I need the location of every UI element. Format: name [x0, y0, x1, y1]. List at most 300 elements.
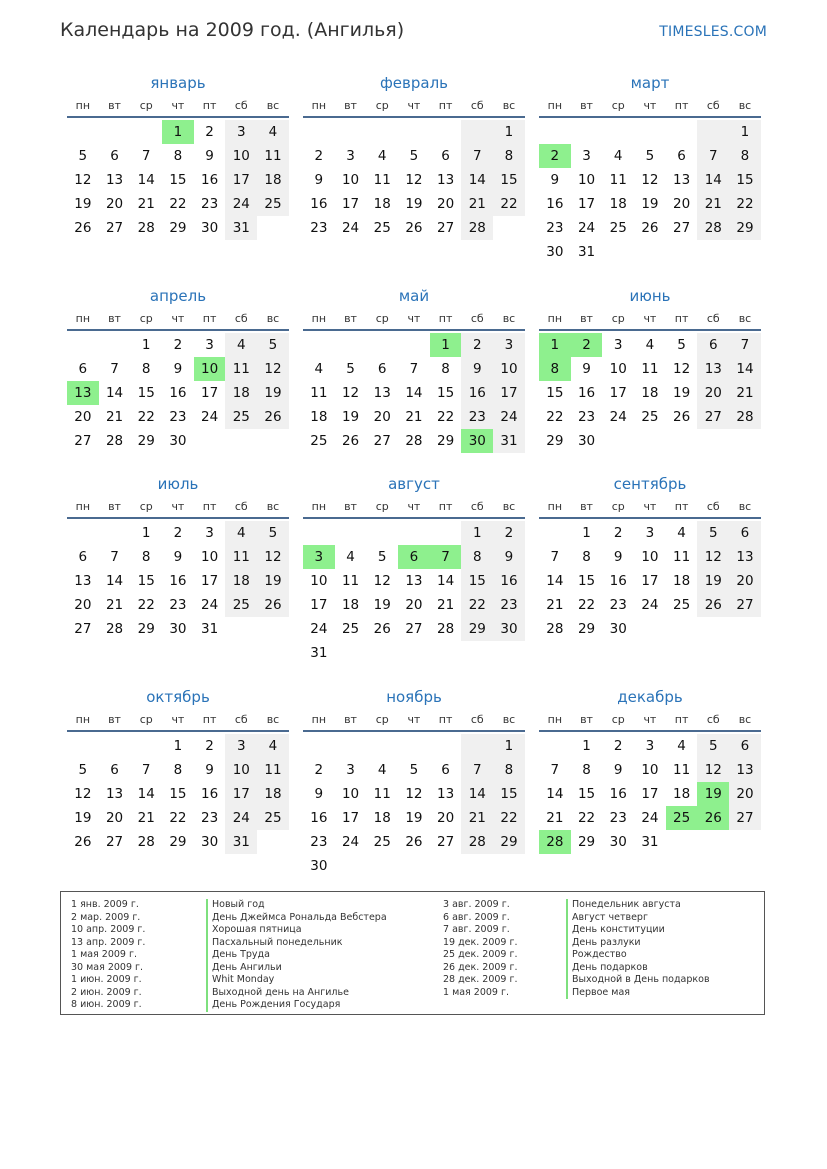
week-row	[303, 545, 525, 569]
day-cell: 23	[169, 409, 187, 425]
day-cell: 6	[110, 148, 119, 164]
day-cell: 25	[225, 405, 257, 429]
day-cell: 11	[641, 361, 659, 377]
day-cell: 20	[437, 810, 455, 826]
week-row	[67, 405, 289, 429]
day-cell: 9	[550, 172, 560, 188]
day-cell: 29	[577, 834, 596, 850]
day-cell: 16	[546, 196, 564, 212]
day-cell: 30	[493, 617, 525, 641]
empty-cell	[257, 617, 289, 641]
day-cell: 5	[257, 521, 289, 545]
week-row	[539, 333, 761, 357]
week-row	[303, 429, 525, 453]
week-row	[67, 617, 289, 641]
day-cell: 18	[373, 810, 391, 826]
day-cell: 16	[310, 810, 328, 826]
day-cell: 3	[645, 738, 655, 754]
day-cell: 2	[613, 738, 623, 754]
day-cell: 12	[697, 758, 729, 782]
empty-cell	[303, 333, 335, 357]
day-cell: 14	[697, 168, 729, 192]
weekday-label: сб	[234, 713, 248, 726]
weekday-label: пт	[438, 99, 453, 112]
day-cell: 21	[546, 810, 564, 826]
empty-cell	[99, 521, 131, 545]
day-cell: 25	[641, 409, 659, 425]
weekday-label: пн	[311, 99, 327, 112]
day-cell: 24	[341, 220, 360, 236]
week-row	[303, 168, 525, 192]
day-cell: 21	[105, 409, 124, 425]
day-cell: 13	[74, 573, 92, 589]
holiday-date: 13 апр. 2009 г.	[71, 936, 146, 948]
weekday-label: пн	[311, 713, 327, 726]
day-cell: 4	[346, 549, 355, 565]
month-name: ноябрь	[386, 688, 442, 706]
day-cell: 28	[729, 405, 761, 429]
day-cell: 6	[78, 361, 88, 377]
day-cell: 1	[141, 337, 151, 353]
week-row	[303, 381, 525, 405]
day-cell: 13	[105, 172, 124, 188]
day-cell: 10	[225, 758, 257, 782]
day-cell: 18	[257, 782, 289, 806]
week-row	[67, 782, 289, 806]
day-cell: 12	[74, 172, 92, 188]
empty-cell	[666, 240, 698, 264]
week-row	[539, 545, 761, 569]
day-cell: 8	[582, 762, 591, 778]
empty-cell	[461, 641, 493, 665]
week-row	[539, 521, 761, 545]
day-cell: 13	[437, 172, 455, 188]
week-row	[539, 806, 761, 830]
day-cell: 20	[729, 569, 761, 593]
day-cell: 24	[341, 834, 360, 850]
empty-cell	[257, 429, 289, 453]
empty-cell	[225, 429, 257, 453]
month-name: октябрь	[146, 688, 210, 706]
day-cell: 4	[314, 361, 324, 377]
holiday-name: Понедельник августа	[566, 899, 710, 912]
empty-cell	[461, 854, 493, 878]
empty-cell	[461, 734, 493, 758]
weekday-label: ср	[611, 99, 625, 112]
weekday-label: ср	[375, 99, 389, 112]
weekday-label: пн	[547, 99, 563, 112]
day-cell: 18	[310, 409, 328, 425]
day-cell: 18	[373, 196, 391, 212]
day-cell: 9	[493, 545, 525, 569]
weekday-label: чт	[643, 500, 657, 513]
empty-cell	[430, 120, 462, 144]
day-cell: 29	[493, 830, 525, 854]
week-row	[303, 734, 525, 758]
day-cell: 2	[314, 762, 324, 778]
day-cell: 22	[137, 409, 155, 425]
holiday-day-cell: 2	[571, 333, 603, 357]
day-cell: 27	[105, 834, 124, 850]
day-cell: 5	[78, 762, 88, 778]
day-cell: 2	[613, 525, 623, 541]
empty-cell	[398, 120, 430, 144]
holiday-name: Выходной в День подарков	[566, 974, 710, 987]
empty-cell	[729, 240, 761, 264]
day-cell: 25	[373, 834, 391, 850]
week-row	[539, 144, 761, 168]
empty-cell	[335, 734, 367, 758]
weekday-label: вт	[344, 99, 357, 112]
week-row	[539, 429, 761, 453]
month-name: август	[388, 475, 440, 493]
day-cell: 10	[577, 172, 596, 188]
day-cell: 9	[613, 549, 623, 565]
week-row	[539, 357, 761, 381]
weekday-label: пт	[674, 500, 689, 513]
day-cell: 7	[141, 762, 151, 778]
day-cell: 23	[310, 834, 328, 850]
day-cell: 18	[225, 569, 257, 593]
week-row	[67, 830, 289, 854]
day-cell: 3	[582, 148, 591, 164]
empty-cell	[697, 240, 729, 264]
day-cell: 25	[310, 433, 328, 449]
empty-cell	[634, 429, 666, 453]
day-cell: 22	[169, 810, 187, 826]
day-cell: 13	[673, 172, 691, 188]
day-cell: 28	[105, 621, 124, 637]
holiday-day-cell: 19	[697, 782, 729, 806]
empty-cell	[335, 641, 367, 665]
day-cell: 26	[405, 220, 423, 236]
day-cell: 8	[173, 148, 183, 164]
holiday-name: День Труда	[206, 949, 387, 962]
weekday-label: пт	[438, 713, 453, 726]
day-cell: 21	[461, 192, 493, 216]
empty-cell	[398, 333, 430, 357]
day-cell: 14	[461, 782, 493, 806]
week-row	[303, 593, 525, 617]
day-cell: 21	[137, 810, 155, 826]
day-cell: 20	[74, 597, 92, 613]
day-cell: 8	[729, 144, 761, 168]
empty-cell	[99, 120, 131, 144]
weekday-label: чт	[407, 713, 421, 726]
holiday-date: 26 дек. 2009 г.	[443, 961, 518, 973]
empty-cell	[366, 854, 398, 878]
day-cell: 8	[493, 144, 525, 168]
weekday-label: чт	[643, 99, 657, 112]
empty-cell	[130, 734, 162, 758]
day-cell: 13	[437, 786, 455, 802]
day-cell: 14	[437, 573, 455, 589]
weekday-label: ср	[375, 312, 389, 325]
holiday-date: 6 авг. 2009 г.	[443, 911, 510, 923]
day-cell: 14	[105, 573, 124, 589]
day-cell: 25	[341, 621, 360, 637]
day-cell: 1	[729, 120, 761, 144]
day-cell: 11	[609, 172, 627, 188]
day-cell: 28	[461, 216, 493, 240]
day-cell: 6	[677, 148, 686, 164]
day-cell: 1	[173, 738, 183, 754]
weekday-header	[303, 708, 525, 732]
day-cell: 6	[441, 148, 450, 164]
day-cell: 7	[409, 361, 419, 377]
empty-cell	[99, 333, 131, 357]
weekday-label: пн	[547, 500, 563, 513]
day-cell: 16	[310, 196, 328, 212]
weekday-label: сб	[234, 312, 248, 325]
day-cell: 9	[205, 762, 214, 778]
weekday-label: ср	[611, 500, 625, 513]
empty-cell	[430, 854, 462, 878]
empty-cell	[634, 240, 666, 264]
day-cell: 16	[577, 385, 596, 401]
day-cell: 19	[257, 381, 289, 405]
day-cell: 31	[225, 830, 257, 854]
day-cell: 27	[437, 834, 455, 850]
day-cell: 21	[137, 196, 155, 212]
day-cell: 22	[493, 192, 525, 216]
day-cell: 3	[346, 148, 355, 164]
day-cell: 1	[461, 521, 493, 545]
day-cell: 14	[461, 168, 493, 192]
empty-cell	[67, 333, 99, 357]
page-title: Календарь на 2009 год. (Ангилья)	[60, 19, 405, 41]
day-cell: 20	[673, 196, 691, 212]
day-cell: 6	[78, 549, 88, 565]
weekday-label: сб	[706, 99, 720, 112]
day-cell: 1	[582, 525, 591, 541]
day-cell: 26	[257, 593, 289, 617]
day-cell: 11	[257, 758, 289, 782]
weekday-label: вт	[580, 500, 593, 513]
empty-cell	[366, 521, 398, 545]
day-cell: 19	[257, 569, 289, 593]
empty-cell	[461, 120, 493, 144]
day-cell: 5	[346, 361, 355, 377]
day-cell: 15	[461, 569, 493, 593]
day-cell: 20	[105, 810, 124, 826]
holiday-day-cell: 10	[194, 357, 226, 381]
day-cell: 28	[137, 834, 155, 850]
day-cell: 16	[169, 385, 187, 401]
week-row	[539, 168, 761, 192]
day-cell: 18	[609, 196, 627, 212]
day-cell: 23	[201, 810, 219, 826]
holiday-date: 7 авг. 2009 г.	[443, 924, 510, 935]
week-row	[539, 593, 761, 617]
day-cell: 6	[110, 762, 119, 778]
holiday-names-left	[206, 899, 387, 1012]
day-cell: 10	[225, 144, 257, 168]
day-cell: 16	[169, 573, 187, 589]
day-cell: 30	[577, 433, 596, 449]
empty-cell	[335, 854, 367, 878]
day-cell: 14	[546, 786, 564, 802]
holiday-day-cell: 7	[430, 545, 462, 569]
day-cell: 8	[173, 762, 183, 778]
day-cell: 4	[677, 525, 686, 541]
day-cell: 7	[550, 549, 560, 565]
day-cell: 22	[577, 810, 596, 826]
weekday-label: пн	[311, 312, 327, 325]
holiday-name: Первое мая	[566, 987, 710, 1000]
empty-cell	[602, 240, 634, 264]
weekday-label: сб	[706, 713, 720, 726]
week-row	[67, 593, 289, 617]
day-cell: 19	[74, 196, 92, 212]
day-cell: 25	[609, 220, 627, 236]
day-cell: 31	[641, 834, 659, 850]
holiday-name: День конституции	[566, 924, 710, 937]
holiday-dates-left	[71, 899, 145, 1012]
day-cell: 28	[697, 216, 729, 240]
weekday-label: сб	[470, 713, 484, 726]
day-cell: 23	[577, 409, 596, 425]
weekday-label: вс	[266, 500, 280, 513]
day-cell: 14	[405, 385, 423, 401]
day-cell: 6	[377, 361, 387, 377]
day-cell: 27	[405, 621, 423, 637]
day-cell: 19	[341, 409, 360, 425]
day-cell: 2	[173, 337, 183, 353]
empty-cell	[666, 429, 698, 453]
week-row	[303, 806, 525, 830]
day-cell: 23	[201, 196, 219, 212]
day-cell: 13	[729, 758, 761, 782]
empty-cell	[666, 830, 698, 854]
day-cell: 21	[437, 597, 455, 613]
day-cell: 8	[461, 545, 493, 569]
month-4	[67, 285, 289, 453]
holiday-day-cell: 6	[398, 545, 430, 569]
day-cell: 11	[673, 549, 691, 565]
day-cell: 29	[729, 216, 761, 240]
weekday-label: вт	[344, 312, 357, 325]
weekday-label: пт	[438, 312, 453, 325]
day-cell: 10	[201, 549, 219, 565]
empty-cell	[493, 854, 525, 878]
day-cell: 29	[137, 621, 155, 637]
day-cell: 13	[373, 385, 391, 401]
day-cell: 4	[613, 148, 623, 164]
day-cell: 18	[225, 381, 257, 405]
empty-cell	[366, 120, 398, 144]
day-cell: 3	[225, 734, 257, 758]
holiday-name: Whit Monday	[206, 974, 387, 987]
empty-cell	[67, 521, 99, 545]
day-cell: 15	[493, 168, 525, 192]
empty-cell	[634, 617, 666, 641]
week-row	[539, 734, 761, 758]
day-cell: 20	[74, 409, 92, 425]
day-cell: 12	[641, 172, 659, 188]
weekday-label: чт	[171, 713, 185, 726]
weekday-header	[303, 94, 525, 118]
weekday-label: пт	[202, 500, 217, 513]
week-row	[67, 192, 289, 216]
holiday-day-cell: 25	[666, 806, 698, 830]
holiday-name: День Джеймса Рональда Вебстера	[206, 912, 387, 925]
weekday-header	[539, 495, 761, 519]
empty-cell	[493, 216, 525, 240]
weekday-label: ср	[139, 713, 153, 726]
week-row	[303, 192, 525, 216]
week-row	[303, 120, 525, 144]
day-cell: 2	[314, 148, 324, 164]
day-cell: 21	[729, 381, 761, 405]
holiday-day-cell: 13	[67, 381, 99, 405]
weekday-label: пн	[75, 99, 91, 112]
holiday-date: 1 янв. 2009 г.	[71, 899, 139, 910]
site-link[interactable]: TIMESLES.COM	[659, 24, 767, 40]
day-cell: 29	[137, 433, 155, 449]
weekday-label: вс	[502, 713, 516, 726]
month-5	[303, 285, 525, 453]
holiday-name: День разлуки	[566, 937, 710, 950]
weekday-header	[67, 708, 289, 732]
empty-cell	[67, 120, 99, 144]
day-cell: 11	[225, 545, 257, 569]
day-cell: 16	[493, 569, 525, 593]
month-8	[303, 473, 525, 665]
day-cell: 9	[205, 148, 214, 164]
day-cell: 15	[493, 782, 525, 806]
empty-cell	[398, 854, 430, 878]
weekday-label: пт	[202, 713, 217, 726]
day-cell: 10	[641, 762, 659, 778]
day-cell: 17	[641, 573, 659, 589]
day-cell: 26	[405, 834, 423, 850]
day-cell: 30	[201, 834, 219, 850]
day-cell: 16	[461, 381, 493, 405]
day-cell: 13	[105, 786, 124, 802]
day-cell: 22	[577, 597, 596, 613]
empty-cell	[430, 521, 462, 545]
day-cell: 30	[609, 621, 627, 637]
holiday-day-cell: 2	[539, 144, 571, 168]
weekday-label: вс	[502, 500, 516, 513]
weekday-label: ср	[375, 500, 389, 513]
week-row	[303, 782, 525, 806]
holiday-names-right	[566, 899, 710, 999]
day-cell: 19	[373, 597, 391, 613]
day-cell: 30	[310, 858, 328, 874]
holiday-day-cell: 26	[697, 806, 729, 830]
week-row	[539, 617, 761, 641]
empty-cell	[303, 734, 335, 758]
day-cell: 26	[697, 593, 729, 617]
holiday-name: Пасхальный понедельник	[206, 937, 387, 950]
day-cell: 24	[609, 409, 627, 425]
day-cell: 30	[546, 244, 564, 260]
day-cell: 1	[493, 734, 525, 758]
day-cell: 28	[405, 433, 423, 449]
day-cell: 3	[346, 762, 355, 778]
day-cell: 10	[493, 357, 525, 381]
weekday-label: пт	[674, 99, 689, 112]
weekday-label: вс	[502, 99, 516, 112]
empty-cell	[257, 830, 289, 854]
day-cell: 4	[225, 333, 257, 357]
weekday-label: пн	[75, 713, 91, 726]
weekday-label: вт	[580, 713, 593, 726]
day-cell: 12	[257, 357, 289, 381]
day-cell: 9	[173, 549, 183, 565]
